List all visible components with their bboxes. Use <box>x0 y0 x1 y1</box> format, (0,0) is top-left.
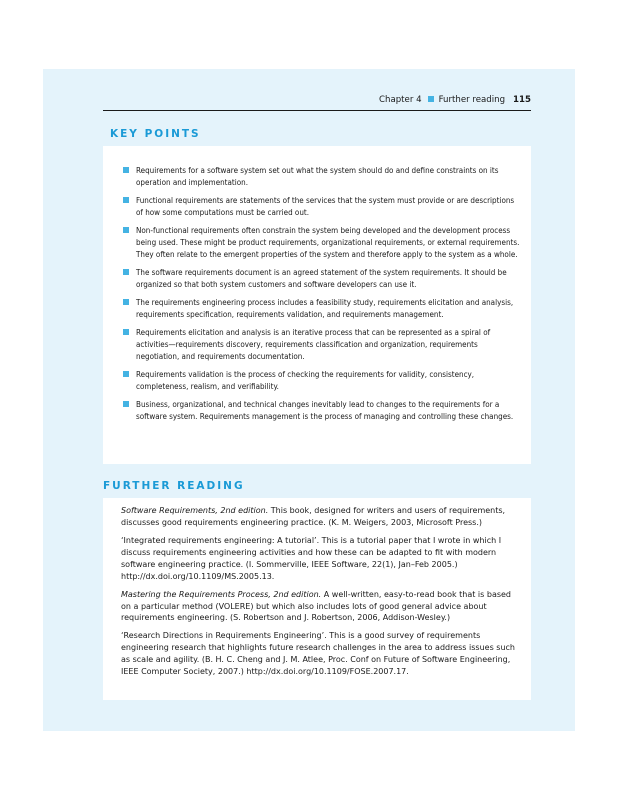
key-point-item <box>123 267 523 291</box>
bullet-square-icon <box>123 299 129 305</box>
reading-description: ‘Research Directions in Requirements Engineering’. This is a good survey of requirements engineering research that highlights future research challenges in the area to address issues such as scale and agility. (B. H. C. Cheng and J. M. Atlee, Proc. Conf on Future of Software Engineering, IEEE Computer Society, 2007.) http://dx.doi.org/10.1109/FOSE.2007.17. <box>121 631 515 677</box>
key-point-item <box>123 195 523 219</box>
bullet-square-icon <box>123 401 129 407</box>
bullet-square-icon <box>123 269 129 275</box>
key-points-box <box>103 146 531 464</box>
key-points-list <box>123 165 523 429</box>
reading-entry <box>121 630 519 678</box>
key-point-text: Non-functional requirements often constrain the system being developed and the development process being used. These might be product requirements, organizational requirements, or external requirements. They often relate to the emergent properties of the system and therefore apply to the system as a whole. <box>136 226 520 259</box>
key-point-text: The software requirements document is an agreed statement of the system requirements. It should be organized so that both system customers and software developers can use it. <box>136 267 507 289</box>
running-header <box>103 95 531 105</box>
key-point-text: The requirements engineering process includes a feasibility study, requirements elicitation and analysis, requirements specification, requirements validation, and requirements management. <box>136 297 514 319</box>
key-point-text: Requirements for a software system set out what the system should do and define constraints on its operation and implementation. <box>136 166 499 187</box>
key-point-item <box>123 399 523 423</box>
reading-title: Software Requirements, 2nd edition. <box>121 506 269 515</box>
page-number: 115 <box>513 95 531 105</box>
chapter-label: Chapter 4 <box>379 95 422 105</box>
further-reading-box <box>103 498 531 700</box>
further-reading-title: FURTHER READING <box>103 480 245 492</box>
reading-entry <box>121 535 519 583</box>
reading-entry <box>121 505 519 529</box>
key-points-title: KEY POINTS <box>110 128 201 140</box>
reading-description: A well-written, easy-to-read book that is based on a particular method (VOLERE) but which also includes lots of good general advice about requirements engineering. (S. Robertson and J. Robertson, 2006, Addison-Wesley.) <box>121 589 512 623</box>
bullet-square-icon <box>123 371 129 377</box>
bullet-square-icon <box>123 329 129 335</box>
key-point-text: Functional requirements are statements of the services that the system must provide or are descriptions of how some computations must be carried out. <box>136 196 515 217</box>
reading-description: This book, designed for writers and users of requirements, discusses good requirements engineering practice. (K. M. Weigers, 2003, Microsoft Press.) <box>121 506 506 527</box>
key-point-text: Business, organizational, and technical changes inevitably lead to changes to the requirements for a software system. Requirements management is the process of managing and controlling these changes. <box>136 399 514 421</box>
bullet-square-icon <box>123 167 129 173</box>
reading-entry <box>121 589 519 625</box>
key-point-item <box>123 327 523 363</box>
reading-title: Mastering the Requirements Process, 2nd edition. <box>121 589 322 599</box>
header-rule <box>103 110 531 111</box>
section-label: Further reading <box>438 95 506 105</box>
further-reading-list <box>121 505 519 684</box>
key-point-item <box>123 165 523 189</box>
key-point-text: Requirements elicitation and analysis is an iterative process that can be represented as a spiral of activities—requirements discovery, requirements classification and organization, requirements negotiation, and requirements documentation. <box>136 327 491 361</box>
key-point-item <box>123 225 523 261</box>
bullet-square-icon <box>123 227 129 233</box>
reading-description: ‘Integrated requirements engineering: A tutorial’. This is a tutorial paper that I wrote in which I discuss requirements engineering activities and how these can be adapted to fit with modern software engineering practice. (I. Sommerville, IEEE Software, 22(1), Jan–Feb 2005.) http://dx.doi.org/10.1109/MS.2005.13. <box>121 535 502 581</box>
key-point-text: Requirements validation is the process of checking the requirements for validity, consistency, completeness, realism, and verifiability. <box>136 369 475 391</box>
key-point-item <box>123 369 523 393</box>
separator-square-icon <box>428 96 434 102</box>
key-point-item <box>123 297 523 321</box>
bullet-square-icon <box>123 197 129 203</box>
